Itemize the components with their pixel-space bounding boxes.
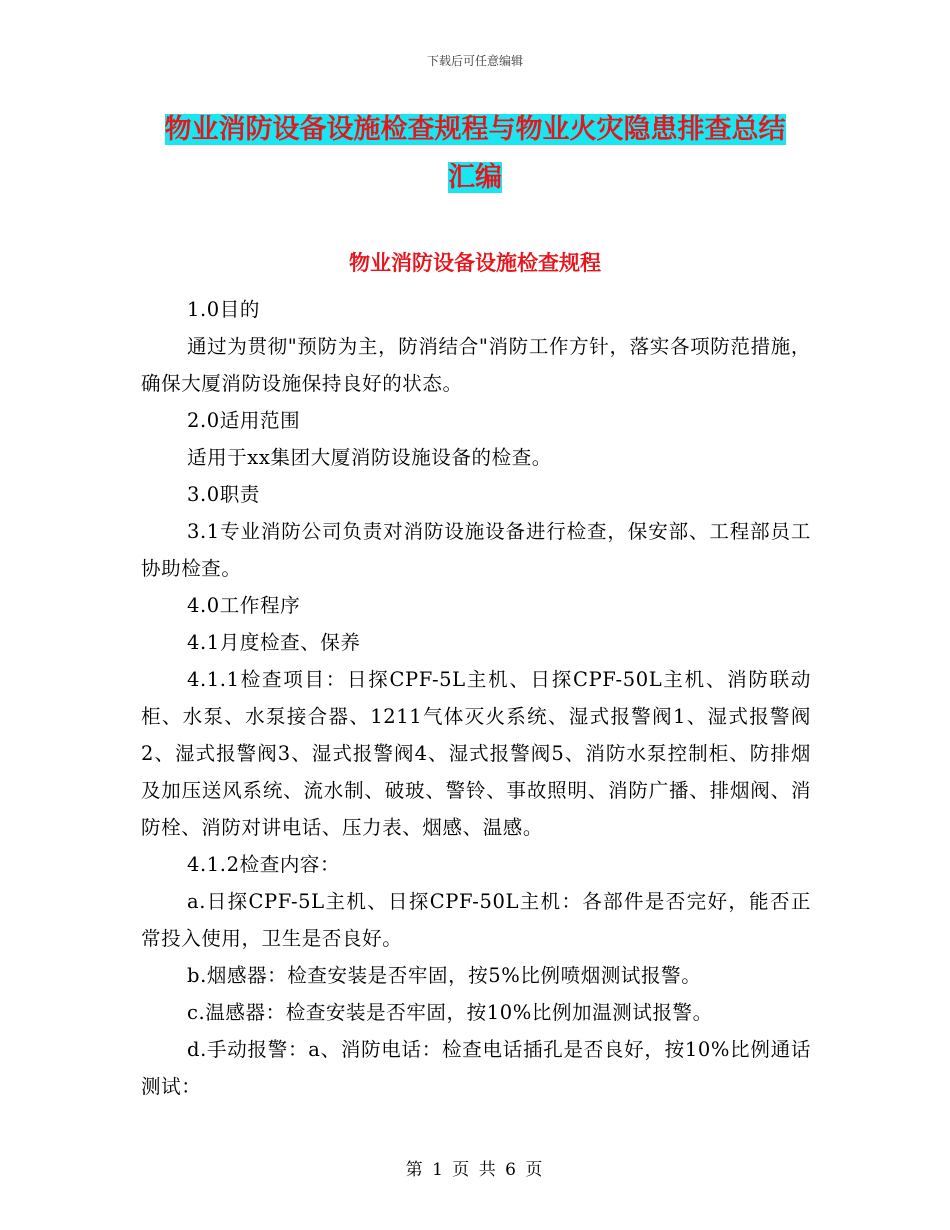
paragraph: 4.1月度检查、保养 (187, 631, 361, 654)
paragraph: 4.0工作程序 (187, 594, 301, 617)
paragraph: c.温感器：检查安装是否牢固，按10%比例加温测试报警。 (187, 1001, 713, 1024)
page-header: 下载后可任意编辑 (426, 54, 523, 68)
page-footer: 第 1 页 共 6 页 (405, 1160, 545, 1180)
document-title-line-2: 汇编 (448, 162, 502, 193)
paragraph: 3.1专业消防公司负责对消防设施设备进行检查，保安部、工程部员工协助检查。 (141, 520, 811, 580)
paragraph: 4.1.1检查项目：日探CPF-5L主机、日探CPF-50L主机、消防联动柜、水泵、水泵接合器、1211气体灭火系统、湿式报警阀1、湿式报警阀2、湿式报警阀3、湿式报警阀4、湿式报警阀5、消防水泵控制柜、防排烟及加压送风系统、流水制、破玻、警铃、事故照明、消防广播、排烟阀、消防栓、消防对讲电话、压力表、烟感、温感。 (141, 668, 811, 839)
paragraph: a.日探CPF-5L主机、日探CPF-50L主机：各部件是否完好，能否正常投入使用，卫生是否良好。 (141, 890, 811, 950)
paragraph: 2.0适用范围 (187, 409, 301, 432)
paragraph: 通过为贯彻"预防为主，防消结合"消防工作方针，落实各项防范措施，确保大厦消防设施保持良好的状态。 (141, 335, 811, 395)
paragraph: 1.0目的 (187, 298, 261, 321)
paragraph: 4.1.2检查内容： (187, 853, 341, 876)
section-title: 物业消防设备设施检查规程 (349, 251, 601, 275)
paragraph: 适用于xx集团大厦消防设施设备的检查。 (187, 446, 552, 469)
paragraph: b.烟感器：检查安装是否牢固，按5%比例喷烟测试报警。 (187, 964, 702, 987)
document-title (150, 106, 800, 202)
paragraph: 3.0职责 (187, 483, 261, 506)
document-title-line-1: 物业消防设备设施检查规程与物业火灾隐患排查总结 (164, 114, 786, 145)
document-body (141, 291, 811, 1105)
paragraph: d.手动报警：a、消防电话：检查电话插孔是否良好，按10%比例通话测试： (141, 1038, 811, 1098)
